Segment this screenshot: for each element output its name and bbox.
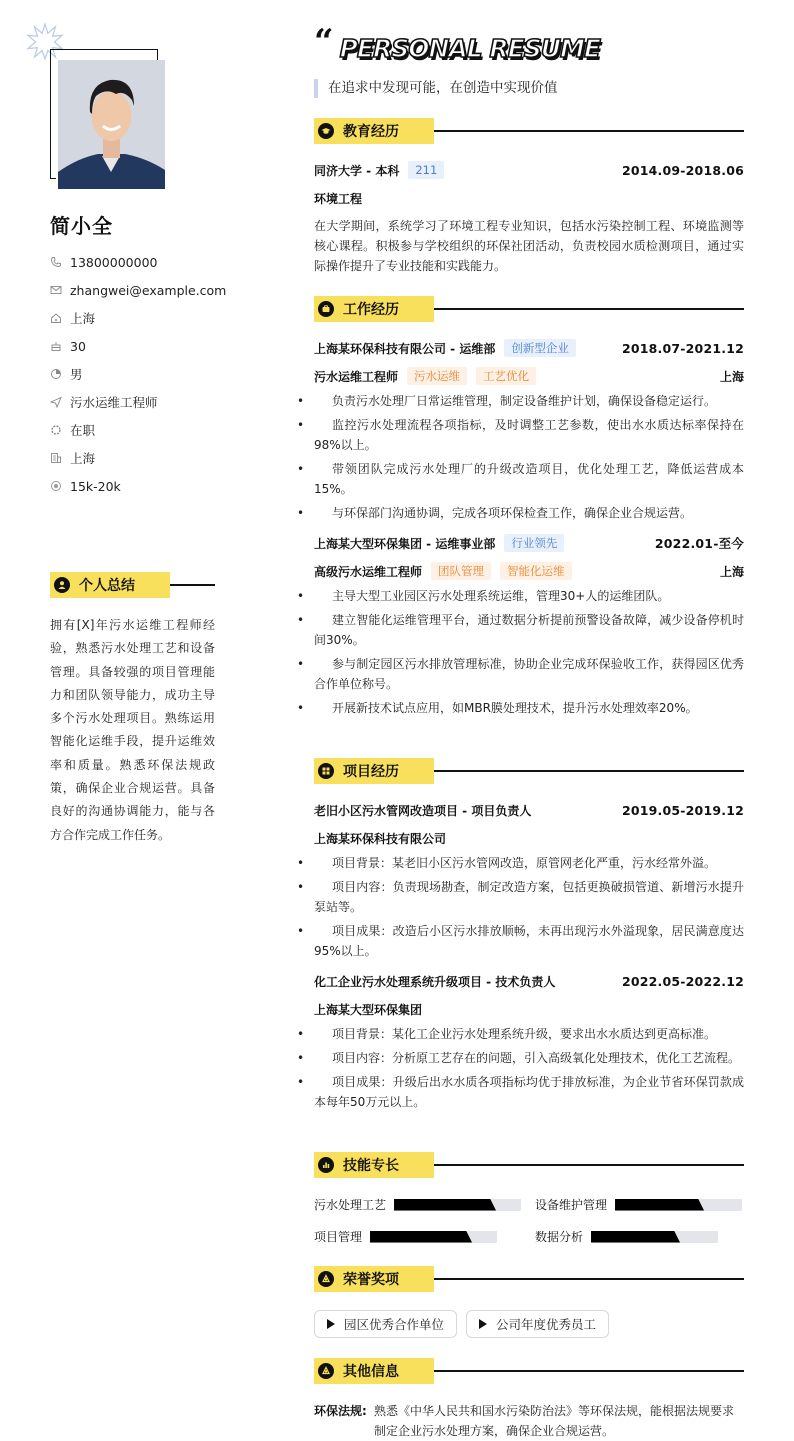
award-chip <box>466 1310 609 1338</box>
city-value: 上海 <box>70 451 96 466</box>
briefcase-icon <box>318 301 334 317</box>
other-info-label: 环保法规: <box>314 1404 367 1418</box>
education-section <box>314 118 744 276</box>
work-location: 上海 <box>719 564 744 579</box>
section-divider <box>434 308 744 310</box>
section-divider <box>434 1164 744 1166</box>
summary-text: 拥有[X]年污水运维工程师经验，熟悉污水处理工艺和设备管理。具备较强的项目管理能力和团队领导能力，成功主导多个污水处理项目。熟练运用智能化运维手段，提升运维效率和质量。熟悉环保法规政策，确保企业合规运营。具备良好的沟通协调能力，能与各方合作完成工作任务。 <box>50 618 215 842</box>
info-salary <box>50 472 226 500</box>
quote-mark-icon: “ <box>314 22 330 62</box>
work-section <box>314 296 744 722</box>
education-title: 教育经历 <box>343 124 399 140</box>
summary-title-tag <box>50 572 170 598</box>
mail-icon <box>50 284 62 296</box>
info-city <box>50 444 226 472</box>
profile-photo <box>58 60 165 189</box>
phone-value: 13800000000 <box>70 254 158 270</box>
awards-list <box>314 1310 744 1338</box>
sidebar <box>0 0 260 1441</box>
status-value: 在职 <box>70 423 96 438</box>
info-age <box>50 332 226 360</box>
bullet-item: • 主导大型工业园区污水处理系统运维，管理30+人的运维团队。 <box>314 586 744 606</box>
project-item <box>314 971 744 1112</box>
play-triangle-icon <box>327 1319 335 1329</box>
company-tag: 行业领先 <box>504 534 564 552</box>
skill-bar-fill <box>591 1231 680 1243</box>
skill-bar <box>591 1231 718 1243</box>
award-icon <box>318 1271 334 1287</box>
skill-item <box>314 1227 535 1246</box>
work-company-row <box>314 338 744 358</box>
bullet-item: • 项目成果：改造后小区污水排放顺畅，未再出现污水外溢现象，居民满意度达95%以上。 <box>314 921 744 961</box>
honors-title-tag <box>314 1266 434 1292</box>
project-date: 2019.05-2019.12 <box>621 802 744 818</box>
work-position-row <box>314 366 744 386</box>
project-org: 上海某环保科技有限公司 <box>314 831 447 846</box>
major-row <box>314 188 744 208</box>
bullet-item: • 项目背景：某化工企业污水处理系统升级，要求出水水质达到更高标准。 <box>314 1024 744 1044</box>
position-tag: 污水运维 <box>407 367 467 385</box>
project-header-row <box>314 971 744 991</box>
work-bullets <box>314 391 744 523</box>
bullet-item: • 参与制定园区污水排放管理标准，协助企业完成环保验收工作，获得园区优秀合作单位称号。 <box>314 654 744 694</box>
salary-icon <box>50 480 62 492</box>
project-header-row <box>314 800 744 820</box>
school-name: 同济大学 - 本科 <box>314 163 400 178</box>
skill-name: 项目管理 <box>314 1230 363 1244</box>
work-bullets <box>314 586 744 718</box>
graduation-cap-icon <box>318 123 334 139</box>
other-section-header <box>314 1358 744 1384</box>
bullet-item: • 项目内容：分析原工艺存在的问题，引入高级氧化处理技术，优化工艺流程。 <box>314 1048 744 1068</box>
project-org: 上海某大型环保集团 <box>314 1002 423 1017</box>
award-label: 公司年度优秀员工 <box>496 1317 597 1332</box>
honors-title: 荣誉奖项 <box>343 1272 399 1288</box>
education-description: 在大学期间，系统学习了环境工程专业知识，包括水污染控制工程、环境监测等核心课程。积极参与学校组织的环保社团活动，负责校园水质检测项目，通过实际操作提升了专业技能和实践能力。 <box>314 219 744 273</box>
skill-bar <box>615 1199 742 1211</box>
other-title-tag <box>314 1358 434 1384</box>
salary-value: 15k-20k <box>70 478 121 494</box>
skill-item <box>535 1195 744 1214</box>
other-title: 其他信息 <box>343 1364 399 1380</box>
education-header-row <box>314 160 744 180</box>
user-icon <box>54 577 70 593</box>
skill-item <box>535 1227 744 1246</box>
skill-name: 设备维护管理 <box>535 1198 608 1212</box>
award-label: 园区优秀合作单位 <box>344 1317 445 1332</box>
skill-bar-fill <box>394 1199 496 1211</box>
education-section-header <box>314 118 744 144</box>
project-org-row <box>314 999 744 1019</box>
position-name: 污水运维工程师 <box>314 369 399 384</box>
summary-title: 个人总结 <box>79 578 135 594</box>
school-tag: 211 <box>408 161 444 179</box>
building-icon <box>50 452 62 464</box>
avatar-illustration-icon <box>58 60 165 189</box>
bullet-item: • 带领团队完成污水处理厂的升级改造项目，优化处理工艺，降低运营成本15%。 <box>314 459 744 499</box>
work-title: 工作经历 <box>343 302 399 318</box>
skills-title-tag <box>314 1152 434 1178</box>
skill-name: 污水处理工艺 <box>314 1198 387 1212</box>
projects-title-tag <box>314 758 434 784</box>
cake-icon <box>50 340 62 352</box>
location-value: 上海 <box>70 311 96 326</box>
bar-chart-icon <box>318 1157 334 1173</box>
section-divider <box>434 1370 744 1372</box>
company-name: 上海某环保科技有限公司 - 运维部 <box>314 341 496 356</box>
project-item <box>314 800 744 961</box>
work-item <box>314 338 744 523</box>
info-location <box>50 304 226 332</box>
gender-icon <box>50 368 62 380</box>
work-section-header <box>314 296 744 322</box>
project-bullets <box>314 1024 744 1112</box>
bullet-item: • 监控污水处理流程各项指标，及时调整工艺参数，使出水水质达标率保持在98%以上。 <box>314 415 744 455</box>
skill-bar-fill <box>370 1231 472 1243</box>
skills-title: 技能专长 <box>343 1158 399 1174</box>
award-chip <box>314 1310 457 1338</box>
status-icon <box>50 424 62 436</box>
home-icon <box>50 312 62 324</box>
work-location: 上海 <box>719 369 744 384</box>
gender-value: 男 <box>70 367 83 382</box>
bullet-item: • 项目成果：升级后出水水质各项指标均优于排放标准，为企业节省环保罚款成本每年50万元以上。 <box>314 1072 744 1112</box>
work-item <box>314 533 744 718</box>
work-date: 2022.01-至今 <box>654 536 744 551</box>
info-position <box>50 388 226 416</box>
resume-title <box>314 22 600 70</box>
bullet-item: • 负责污水处理厂日常运维管理，制定设备维护计划，确保设备稳定运行。 <box>314 391 744 411</box>
section-divider <box>434 1278 744 1280</box>
age-value: 30 <box>70 338 86 354</box>
position-tag: 团队管理 <box>431 562 491 580</box>
bullet-item: • 建立智能化运维管理平台，通过数据分析提前预警设备故障，减少设备停机时间30%。 <box>314 610 744 650</box>
project-bullets <box>314 853 744 961</box>
skill-bar <box>394 1199 521 1211</box>
company-name: 上海某大型环保集团 - 运维事业部 <box>314 536 496 551</box>
other-info-row <box>314 1401 744 1441</box>
contact-info-list <box>50 248 226 500</box>
skills-section <box>314 1152 744 1246</box>
candidate-name: 简小全 <box>50 214 113 238</box>
grid-icon <box>318 763 334 779</box>
project-name: 化工企业污水处理系统升级项目 - 技术负责人 <box>314 974 556 989</box>
projects-section-header <box>314 758 744 784</box>
section-divider <box>170 584 215 586</box>
bullet-item: • 项目内容：负责现场勘查，制定改造方案，包括更换破损管道、新增污水提升泵站等。 <box>314 877 744 917</box>
info-gender <box>50 360 226 388</box>
honors-section <box>314 1266 744 1338</box>
email-value: zhangwei@example.com <box>70 282 227 298</box>
skill-bar-fill <box>615 1199 704 1211</box>
play-triangle-icon <box>479 1319 487 1329</box>
skills-grid <box>314 1195 744 1246</box>
other-section <box>314 1358 744 1441</box>
skill-item <box>314 1195 535 1214</box>
project-name: 老旧小区污水管网改造项目 - 项目负责人 <box>314 803 532 818</box>
position-tag: 工艺优化 <box>476 367 536 385</box>
project-org-row <box>314 828 744 848</box>
work-position-row <box>314 561 744 581</box>
education-date: 2014.09-2018.06 <box>621 162 744 178</box>
skill-bar <box>370 1231 497 1243</box>
work-date: 2018.07-2021.12 <box>621 340 744 356</box>
bullet-item: • 与环保部门沟通协调，完成各项环保检查工作，确保企业合规运营。 <box>314 503 744 523</box>
position-tag: 智能化运维 <box>500 562 572 580</box>
honors-section-header <box>314 1266 744 1292</box>
position-value: 污水运维工程师 <box>70 395 158 410</box>
company-tag: 创新型企业 <box>504 339 576 357</box>
section-divider <box>434 770 744 772</box>
work-company-row <box>314 533 744 553</box>
work-title-tag <box>314 296 434 322</box>
major: 环境工程 <box>314 191 363 206</box>
info-email <box>50 276 226 304</box>
info-status <box>50 416 226 444</box>
skills-section-header <box>314 1152 744 1178</box>
position-name: 高级污水运维工程师 <box>314 564 423 579</box>
education-title-tag <box>314 118 434 144</box>
projects-title: 项目经历 <box>343 764 399 780</box>
resume-title-text: PERSONAL RESUME <box>339 34 600 63</box>
skill-name: 数据分析 <box>535 1230 584 1244</box>
project-date: 2022.05-2022.12 <box>621 973 744 989</box>
bullet-item: • 项目背景：某老旧小区污水管网改造，原管网老化严重，污水经常外溢。 <box>314 853 744 873</box>
slogan: 在追求中发现可能，在创造中实现价值 <box>314 79 558 98</box>
projects-section <box>314 758 744 1116</box>
other-info-value: 熟悉《中华人民共和国水污染防治法》等环保法规，能根据法规要求制定企业污水处理方案，确保企业合规运营。 <box>374 1404 735 1438</box>
info-phone <box>50 248 226 276</box>
summary-section-header <box>50 572 215 598</box>
bullet-item: • 开展新技术试点应用，如MBR膜处理技术，提升污水处理效率20%。 <box>314 698 744 718</box>
section-divider <box>434 130 744 132</box>
phone-icon <box>50 256 62 268</box>
send-icon <box>50 396 62 408</box>
award-icon <box>318 1363 334 1379</box>
